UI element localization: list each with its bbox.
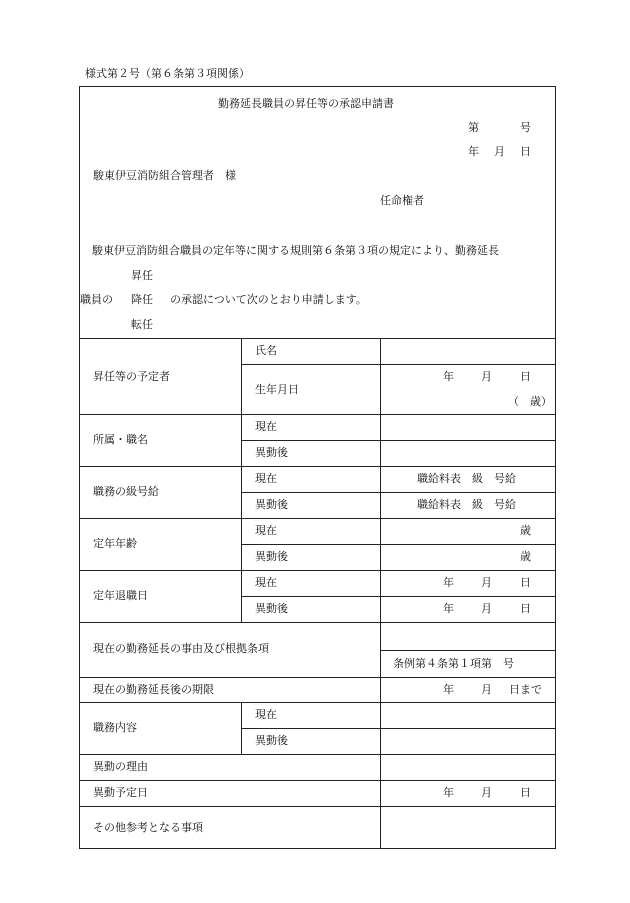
birth-month: 月 (481, 370, 492, 383)
retirement-age-current-label: 現在 (255, 524, 277, 537)
transfer-date-day: 日 (520, 786, 531, 799)
row-rule (241, 544, 556, 545)
transfer-reason-label: 異動の理由 (93, 760, 148, 773)
age-value: （ 歳） (508, 395, 552, 408)
transfer-date-month: 月 (481, 786, 492, 799)
option-demotion: 降任 (131, 293, 153, 306)
row-rule (241, 596, 556, 597)
candidate-label: 昇任等の予定者 (93, 370, 170, 383)
birth-year: 年 (443, 370, 454, 383)
form-title: 勤務延長職員の昇任等の承認申請書 (218, 97, 394, 110)
grade-current-value: 職給料表 級 号給 (417, 472, 516, 485)
date-day: 日 (520, 145, 531, 158)
option-promotion: 昇任 (131, 269, 153, 282)
other-notes-label: その他参考となる事項 (93, 821, 203, 834)
reason-basis-label: 現在の勤務延長の事由及び根拠条項 (93, 642, 269, 655)
duties-current-label: 現在 (255, 708, 277, 721)
row-rule (79, 780, 556, 781)
retirement-date-after-day: 日 (520, 602, 531, 615)
retirement-age-current-value: 歳 (520, 524, 531, 537)
retirement-date-after-year: 年 (443, 602, 454, 615)
retirement-date-current-day: 日 (520, 576, 531, 589)
option-transfer: 転任 (131, 318, 153, 331)
retirement-age-label: 定年年齢 (93, 537, 137, 550)
row-rule (79, 806, 556, 807)
retirement-age-after-label: 異動後 (255, 550, 288, 563)
row-rule (79, 466, 556, 467)
deadline-year: 年 (443, 683, 454, 696)
reason-basis-value: 条例第４条第１項第 号 (393, 657, 514, 670)
table-top-rule (79, 338, 556, 339)
grade-label: 職務の級号給 (93, 485, 159, 498)
row-rule (241, 364, 556, 365)
row-rule (241, 492, 556, 493)
retirement-date-after-month: 月 (481, 602, 492, 615)
retirement-date-current-month: 月 (481, 576, 492, 589)
column-rule (241, 338, 242, 622)
applicant: 任命権者 (380, 194, 424, 207)
row-rule (79, 570, 556, 571)
body-line-2-suffix: の承認について次のとおり申請します。 (170, 293, 367, 306)
addressee: 駿東伊豆消防組合管理者 様 (93, 169, 236, 182)
duties-label: 職務内容 (93, 721, 137, 734)
affiliation-after-label: 異動後 (255, 446, 288, 459)
grade-current-label: 現在 (255, 472, 277, 485)
transfer-date-year: 年 (443, 786, 454, 799)
birth-date-label: 生年月日 (255, 383, 299, 396)
retirement-age-after-value: 歳 (520, 550, 531, 563)
deadline-label: 現在の勤務延長後の期限 (93, 683, 214, 696)
row-rule (79, 414, 556, 415)
retirement-date-current-year: 年 (443, 576, 454, 589)
grade-after-value: 職給料表 級 号給 (417, 498, 516, 511)
body-line-2-prefix: 職員の (80, 293, 113, 306)
row-rule (79, 518, 556, 519)
column-rule (380, 338, 381, 849)
row-rule (79, 702, 556, 703)
form-frame (79, 86, 556, 849)
form-number: 様式第２号（第６条第３項関係） (85, 67, 250, 80)
row-rule (241, 440, 556, 441)
transfer-date-label: 異動予定日 (93, 786, 148, 799)
retirement-date-current-label: 現在 (255, 576, 277, 589)
document-number-suffix: 号 (520, 121, 531, 134)
row-rule (380, 650, 556, 651)
row-rule (79, 622, 556, 623)
retirement-date-label: 定年退職日 (93, 589, 148, 602)
document-number-label: 第 (468, 121, 479, 134)
row-rule (241, 728, 556, 729)
row-rule (79, 677, 556, 678)
row-rule (79, 754, 556, 755)
affiliation-current-label: 現在 (255, 420, 277, 433)
affiliation-label: 所属・職名 (93, 433, 148, 446)
retirement-date-after-label: 異動後 (255, 602, 288, 615)
birth-day: 日 (520, 370, 531, 383)
body-line-1: 駿東伊豆消防組合職員の定年等に関する規則第６条第３項の規定により、勤務延長 (92, 244, 499, 257)
date-year: 年 (468, 145, 479, 158)
name-label: 氏名 (255, 344, 277, 357)
column-rule (241, 702, 242, 754)
duties-after-label: 異動後 (255, 734, 288, 747)
deadline-day: 日まで (509, 683, 542, 696)
grade-after-label: 異動後 (255, 498, 288, 511)
deadline-month: 月 (481, 683, 492, 696)
date-month: 月 (494, 145, 505, 158)
